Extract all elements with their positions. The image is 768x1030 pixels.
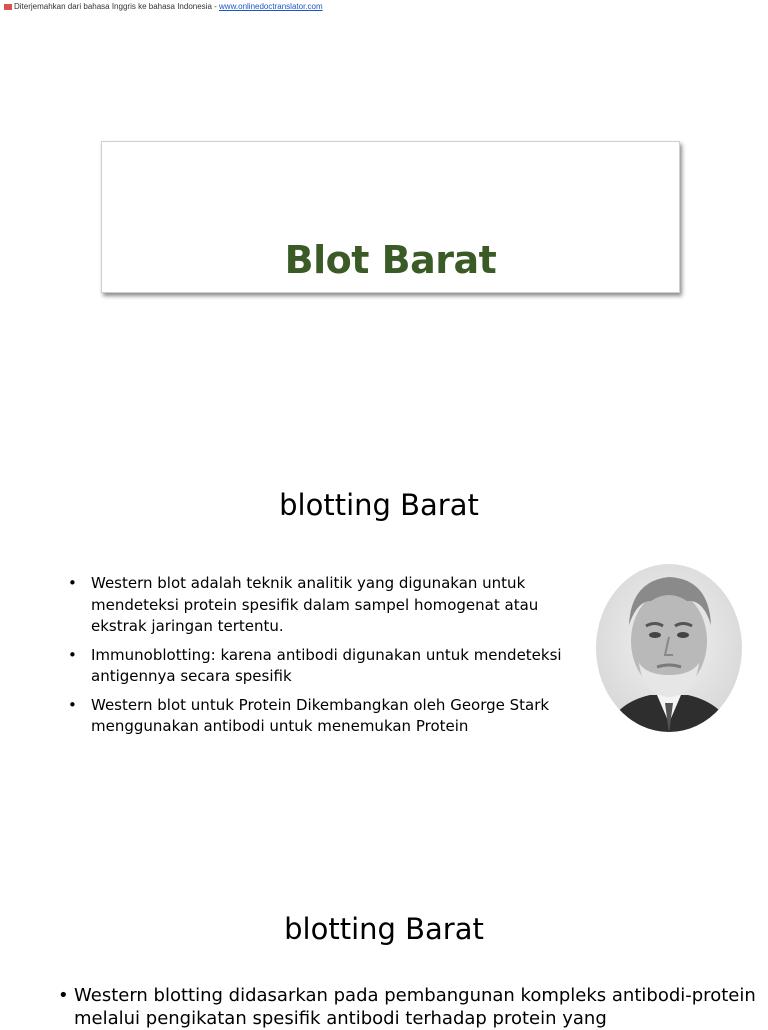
translator-logo-icon <box>4 4 12 10</box>
list-item <box>68 573 588 638</box>
slide-title: Blot Barat <box>284 238 497 282</box>
banner-text: Diterjemahkan dari bahasa Inggris ke bahasa Indonesia - <box>14 2 220 11</box>
slide3-bullet-list <box>58 984 758 1030</box>
bullet-icon: • <box>68 574 77 592</box>
portrait-photo <box>595 563 743 733</box>
bullet-text: Western blot untuk Protein Dikembangkan oleh George Stark menggunakan antibodi untuk menemukan Protein <box>91 695 550 735</box>
title-slide <box>101 141 680 293</box>
bullet-icon: • <box>68 645 77 664</box>
slide2-bullet-list <box>68 573 588 745</box>
translation-banner <box>4 2 323 11</box>
list-item <box>68 695 588 738</box>
slide3-heading: blotting Barat <box>284 912 484 946</box>
bullet-text: Western blot adalah teknik analitik yang digunakan untuk mendeteksi protein spesifik dalam sampel homogenat atau ekstrak jaringan tertentu. <box>91 574 539 635</box>
bullet-icon: • <box>68 695 77 714</box>
list-item <box>68 645 588 688</box>
slide2-heading: blotting Barat <box>279 488 479 522</box>
bullet-text: Immunoblotting: karena antibodi digunakan untuk mendeteksi antigennya secara spesifik <box>91 645 562 685</box>
bullet-text: Western blotting didasarkan pada pembangunan kompleks antibodi-protein melalui pengikatan spesifik antibodi terhadap protein yang <box>74 985 756 1029</box>
list-item <box>58 984 758 1030</box>
bullet-icon: • <box>58 985 69 1006</box>
translator-link[interactable]: www.onlinedoctranslator.com <box>219 2 323 11</box>
